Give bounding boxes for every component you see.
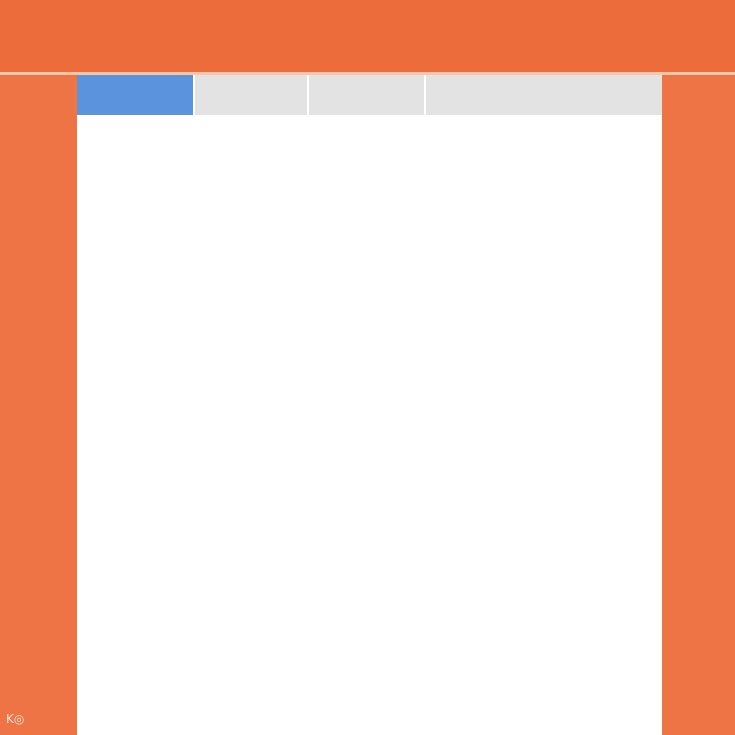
header-medical-mask [195, 75, 309, 117]
left-margin [0, 75, 77, 735]
right-margin [662, 75, 735, 735]
watermark-right [588, 690, 613, 709]
header-child-mask [426, 75, 662, 117]
table-header-row [77, 75, 662, 117]
wechat-icon [588, 691, 610, 709]
comparison-table [77, 75, 662, 735]
header-kn95-mask [309, 75, 426, 117]
watermark-left: K◎ [6, 712, 25, 726]
title-band [0, 0, 735, 72]
header-mask-type [77, 75, 195, 117]
